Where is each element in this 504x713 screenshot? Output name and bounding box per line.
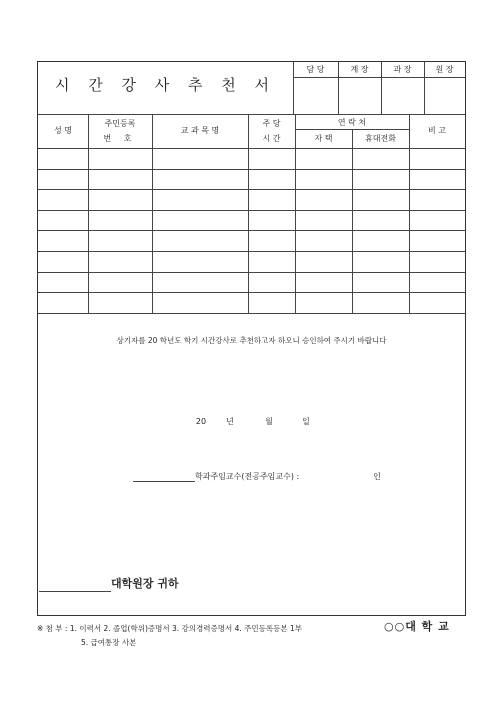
attachments-line2: 5. 급여통장 사본 xyxy=(81,638,137,647)
header-name: 성 명 xyxy=(54,126,72,135)
form-title: 시 간 강 사 추 천 서 xyxy=(54,76,277,94)
approval-label-chief: 계 장 xyxy=(350,65,369,74)
attachments-line1: ※ 첨 부 : 1. 이력서 2. 졸업(학위)증명서 3. 강의경력증명서 4. 주민등록등본 1부 xyxy=(37,624,303,633)
header-bottom-border xyxy=(38,148,465,149)
header-home-phone: 자 택 xyxy=(314,134,333,143)
table-row xyxy=(38,230,465,231)
university-name: ○○대 학 교 xyxy=(384,620,450,633)
date-day-unit: 일 xyxy=(302,417,310,426)
header-contact: 연 락 처 xyxy=(337,118,367,127)
header-rrn-line1: 주민등록 xyxy=(104,119,136,128)
column-divider xyxy=(352,129,353,314)
recommendation-statement: 상기자를 20 학년도 학기 시간강사로 추천하고자 하오니 승인하여 주시기 바랍니다 xyxy=(116,336,387,345)
professor-label: 학과주임교수(전공주임교수) : xyxy=(195,472,300,481)
header-hours-line1: 주 당 xyxy=(262,119,281,128)
table-row xyxy=(38,210,465,211)
date-year: 20 xyxy=(195,417,207,426)
table-row xyxy=(38,292,465,293)
header-hours-line2: 시 간 xyxy=(262,134,281,143)
header-rrn-line2: 번 호 xyxy=(103,134,137,143)
seal-mark: 인 xyxy=(373,472,381,481)
column-divider xyxy=(88,114,89,314)
table-row xyxy=(38,251,465,252)
column-divider xyxy=(295,114,296,314)
column-divider xyxy=(409,114,410,314)
table-bottom-border xyxy=(38,313,465,314)
table-row xyxy=(38,169,465,170)
department-blank-line xyxy=(133,481,195,482)
approval-header-divider xyxy=(293,77,465,78)
column-divider xyxy=(152,114,153,314)
approval-label-dean: 원 장 xyxy=(435,65,454,74)
table-row xyxy=(38,189,465,190)
table-top-border xyxy=(38,114,465,115)
date-year-unit: 년 xyxy=(226,417,234,426)
recipient: 대학원장 귀하 xyxy=(111,577,179,590)
header-remarks: 비 고 xyxy=(428,126,446,135)
date-month-unit: 월 xyxy=(265,417,273,426)
table-row xyxy=(38,272,465,273)
header-subject: 교 과 목 명 xyxy=(180,126,220,135)
graduate-school-blank-line xyxy=(39,591,111,592)
column-divider xyxy=(248,114,249,314)
approval-label-section-head: 과 장 xyxy=(393,65,412,74)
approval-label-staff: 담 당 xyxy=(306,65,325,74)
header-mobile-phone: 휴대전화 xyxy=(365,134,396,143)
recommendation-form xyxy=(37,61,466,616)
